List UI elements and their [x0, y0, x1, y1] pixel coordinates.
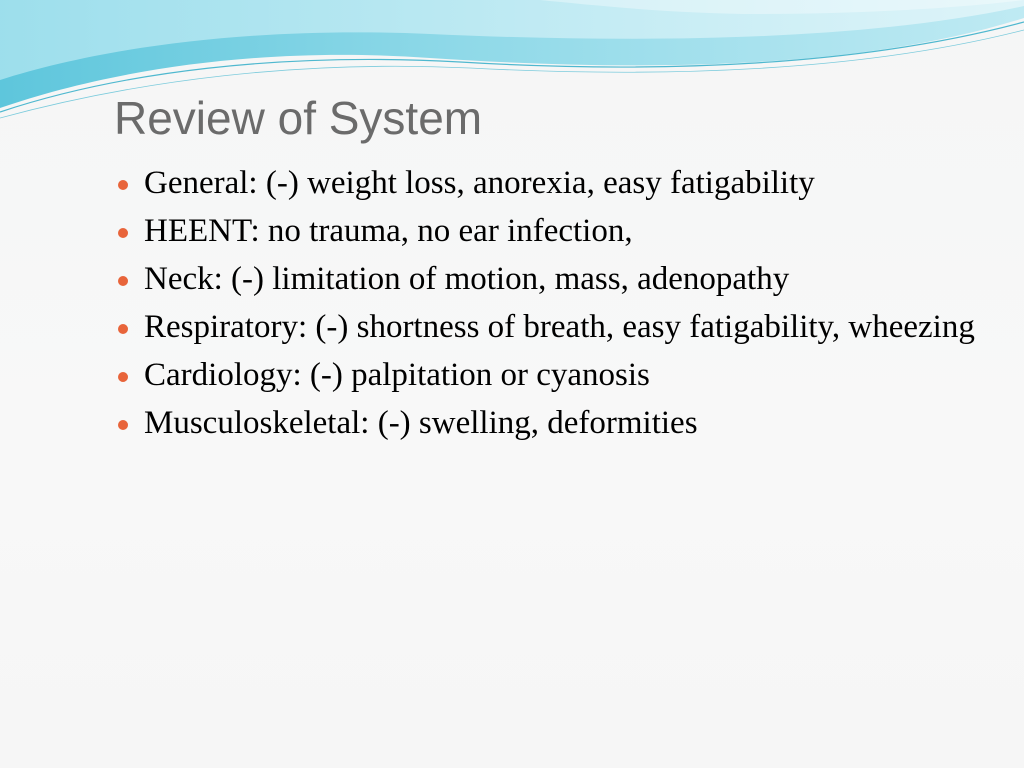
bullet-text: Musculoskeletal: (-) swelling, deformities: [144, 405, 698, 441]
bullet-dot-icon: [118, 372, 128, 382]
bullet-dot-icon: [118, 420, 128, 430]
bullet-text: Cardiology: (-) palpitation or cyanosis: [144, 357, 650, 393]
bullet-list: [118, 163, 978, 451]
bullet-item: [118, 307, 978, 347]
bullet-item: [118, 259, 978, 299]
bullet-text: General: (-) weight loss, anorexia, easy fatigability: [144, 165, 815, 201]
bullet-text: HEENT: no trauma, no ear infection,: [144, 213, 633, 249]
bullet-item: [118, 403, 978, 443]
bullet-dot-icon: [118, 276, 128, 286]
bullet-text: Respiratory: (-) shortness of breath, easy fatigability, wheezing: [144, 309, 975, 345]
bullet-item: [118, 355, 978, 395]
bullet-item: [118, 211, 978, 251]
bullet-text: Neck: (-) limitation of motion, mass, adenopathy: [144, 261, 790, 297]
slide-title: Review of System: [114, 92, 483, 144]
bullet-dot-icon: [118, 324, 128, 334]
bullet-item: [118, 163, 978, 203]
bullet-dot-icon: [118, 180, 128, 190]
bullet-dot-icon: [118, 228, 128, 238]
